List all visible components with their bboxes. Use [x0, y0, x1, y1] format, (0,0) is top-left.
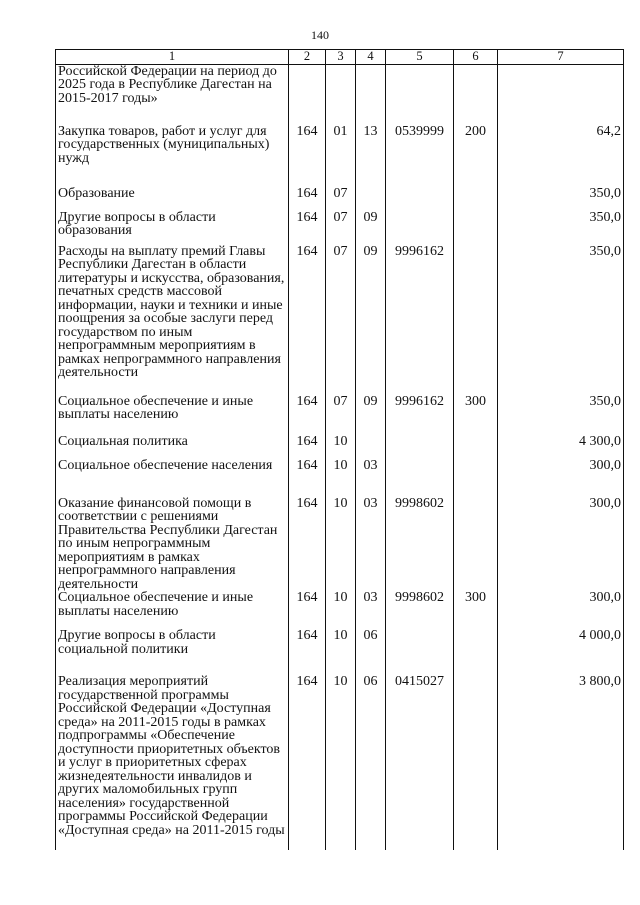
row-amount: 3 800,0 — [498, 675, 624, 850]
row-col-4: 06 — [356, 629, 386, 675]
row-col-6 — [454, 187, 498, 211]
row-col-5 — [386, 187, 454, 211]
row-amount: 300,0 — [498, 497, 624, 592]
row-amount: 4 300,0 — [498, 435, 624, 459]
column-header-1: 1 — [56, 50, 289, 65]
row-col-5: 0415027 — [386, 675, 454, 850]
row-col-2: 164 — [289, 497, 326, 592]
row-amount — [498, 64, 624, 125]
row-amount: 4 000,0 — [498, 629, 624, 675]
row-col-3: 07 — [326, 395, 356, 435]
table-row — [56, 497, 624, 592]
table-row — [56, 435, 624, 459]
row-col-3: 10 — [326, 435, 356, 459]
row-col-3: 10 — [326, 591, 356, 629]
row-col-4: 09 — [356, 245, 386, 395]
row-col-3: 10 — [326, 675, 356, 850]
row-col-3 — [326, 64, 356, 125]
row-col-5 — [386, 64, 454, 125]
row-col-6 — [454, 245, 498, 395]
row-col-2: 164 — [289, 459, 326, 497]
row-col-6 — [454, 497, 498, 592]
row-col-2: 164 — [289, 395, 326, 435]
row-col-6 — [454, 675, 498, 850]
row-col-6 — [454, 459, 498, 497]
row-col-5 — [386, 629, 454, 675]
column-header-2: 2 — [289, 50, 326, 65]
row-name: Образование — [56, 187, 289, 211]
row-col-2 — [289, 64, 326, 125]
table-body — [56, 64, 624, 850]
column-header-6: 6 — [454, 50, 498, 65]
row-col-3: 07 — [326, 245, 356, 395]
column-header-4: 4 — [356, 50, 386, 65]
row-amount: 350,0 — [498, 211, 624, 245]
row-col-3: 07 — [326, 211, 356, 245]
table-row — [56, 64, 624, 125]
column-header-5: 5 — [386, 50, 454, 65]
row-col-4 — [356, 64, 386, 125]
column-header-3: 3 — [326, 50, 356, 65]
table-row — [56, 591, 624, 629]
table-row — [56, 187, 624, 211]
column-header-7: 7 — [498, 50, 624, 65]
row-col-6 — [454, 211, 498, 245]
row-col-5: 0539999 — [386, 125, 454, 187]
row-name: Социальное обеспечение населения — [56, 459, 289, 497]
table-row — [56, 395, 624, 435]
row-col-6: 300 — [454, 591, 498, 629]
row-col-3: 10 — [326, 629, 356, 675]
row-name: Российской Федерации на период до 2025 года в Республике Дагестан на 2015-2017 годы» — [56, 64, 289, 125]
row-col-2: 164 — [289, 675, 326, 850]
row-col-4: 03 — [356, 459, 386, 497]
row-col-4: 03 — [356, 497, 386, 592]
row-name: Расходы на выплату премий Главы Республики Дагестан в области литературы и искусства, образования, печатных средств массовой информации, науки и техники и иные поощрения за особые заслуги перед государством по иным непрограммным мероприятиям в рамках непрограммного направления деятельности — [56, 245, 289, 395]
row-col-6: 300 — [454, 395, 498, 435]
row-col-2: 164 — [289, 211, 326, 245]
row-col-6 — [454, 629, 498, 675]
header-row — [56, 50, 624, 65]
row-col-4 — [356, 187, 386, 211]
budget-table — [55, 49, 624, 850]
table-row — [56, 125, 624, 187]
table-row — [56, 675, 624, 850]
row-amount: 300,0 — [498, 591, 624, 629]
row-col-4: 06 — [356, 675, 386, 850]
row-col-4: 09 — [356, 211, 386, 245]
row-col-5: 9998602 — [386, 591, 454, 629]
row-col-6 — [454, 435, 498, 459]
table-row — [56, 629, 624, 675]
row-col-3: 07 — [326, 187, 356, 211]
row-col-4 — [356, 435, 386, 459]
row-name: Оказание финансовой помощи в соответствии с решениями Правительства Республики Дагестан по иным непрограммным мероприятиям в рамках непрограммного направления деятельности — [56, 497, 289, 592]
row-col-2: 164 — [289, 125, 326, 187]
row-col-6 — [454, 64, 498, 125]
row-col-5 — [386, 435, 454, 459]
row-amount: 350,0 — [498, 245, 624, 395]
row-col-5: 9996162 — [386, 245, 454, 395]
row-name: Закупка товаров, работ и услуг для государственных (муниципальных) нужд — [56, 125, 289, 187]
table-row — [56, 245, 624, 395]
row-amount: 350,0 — [498, 187, 624, 211]
row-name: Социальное обеспечение и иные выплаты населению — [56, 395, 289, 435]
row-col-4: 13 — [356, 125, 386, 187]
row-col-3: 01 — [326, 125, 356, 187]
row-col-2: 164 — [289, 187, 326, 211]
row-name: Другие вопросы в области образования — [56, 211, 289, 245]
row-name: Социальная политика — [56, 435, 289, 459]
row-name: Реализация мероприятий государственной программы Российской Федерации «Доступная среда» на 2011-2015 годы в рамках подпрограммы «Обеспечение доступности приоритетных объектов и услуг в приоритетных сферах жизнедеятельности инвалидов и других маломобильных групп населения» государственной программы Российской Федерации «Доступная среда» на 2011-2015 годы — [56, 675, 289, 850]
row-col-6: 200 — [454, 125, 498, 187]
row-amount: 64,2 — [498, 125, 624, 187]
row-col-5: 9998602 — [386, 497, 454, 592]
row-col-4: 03 — [356, 591, 386, 629]
row-name: Другие вопросы в области социальной политики — [56, 629, 289, 675]
row-amount: 350,0 — [498, 395, 624, 435]
row-col-2: 164 — [289, 435, 326, 459]
row-col-2: 164 — [289, 629, 326, 675]
row-col-4: 09 — [356, 395, 386, 435]
row-col-3: 10 — [326, 497, 356, 592]
row-amount: 300,0 — [498, 459, 624, 497]
row-col-3: 10 — [326, 459, 356, 497]
row-col-5 — [386, 211, 454, 245]
table-row — [56, 459, 624, 497]
page-number: 140 — [311, 28, 329, 42]
row-name: Социальное обеспечение и иные выплаты населению — [56, 591, 289, 629]
table-row — [56, 211, 624, 245]
row-col-5: 9996162 — [386, 395, 454, 435]
row-col-5 — [386, 459, 454, 497]
row-col-2: 164 — [289, 591, 326, 629]
row-col-2: 164 — [289, 245, 326, 395]
